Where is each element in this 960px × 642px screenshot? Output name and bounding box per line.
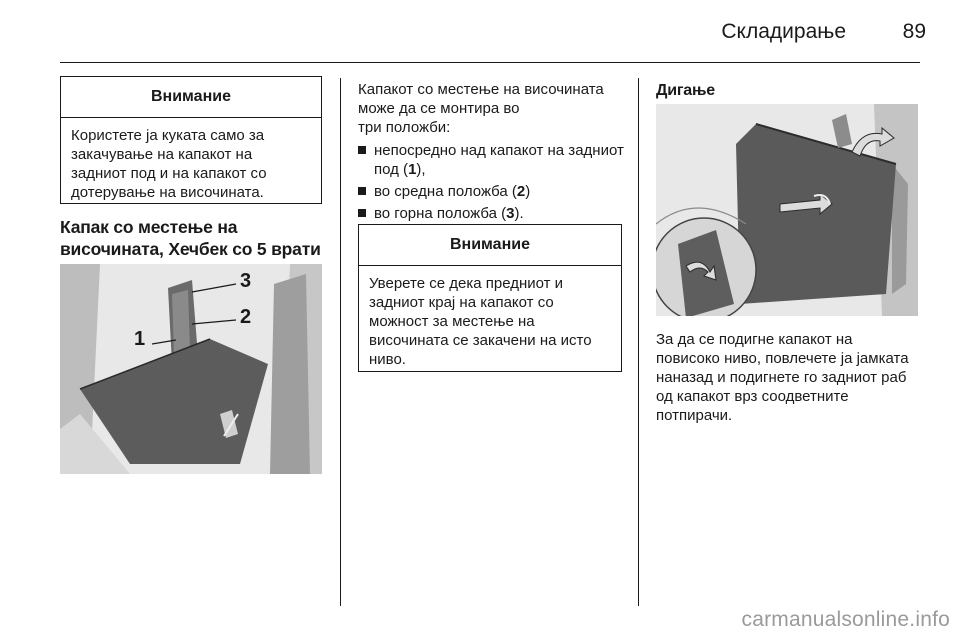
section-heading-line-1: Капак со местење на [60,217,238,237]
bullet-square-icon [358,187,366,195]
list-item-suffix: ). [514,205,524,222]
intro-line-2: може да се монтира во [358,100,520,117]
header-divider [60,62,920,63]
list-item [358,141,626,179]
list-item-text: во средна положба ( [374,183,517,200]
warning-box-2-title: Внимание [359,225,621,266]
warning-box-1-title: Внимание [61,77,321,118]
list-item-ref: 1 [408,161,417,178]
list-item [358,182,626,201]
page-header-title: Складирање [721,20,846,43]
column-divider-1 [340,78,341,606]
bullet-square-icon [358,209,366,217]
section-heading [60,216,340,260]
list-item-ref: 2 [516,183,526,200]
bullet-square-icon [358,146,366,154]
list-item-text: во горна положба ( [374,205,507,222]
warning-box-2 [358,224,622,372]
callout-2: 2 [240,306,252,328]
list-item-suffix: ), [416,161,426,178]
list-item-text: непосредно над капакот на задниот под ( [374,142,624,178]
column-divider-2 [638,78,639,606]
callout-3: 3 [240,270,252,292]
list-item-suffix: ) [525,183,531,200]
list-item-ref: 3 [506,205,515,222]
intro-line-1: Капакот со местење на височината [358,81,604,98]
page-number: 89 [902,20,926,43]
adjustment-positions-text [358,80,626,226]
warning-box-1-body: Користете ја куката само за закачување на капакот на задниот под и на капакот со дотерување на височината. [71,127,267,201]
callout-1: 1 [134,328,146,350]
warning-box-1 [60,76,322,204]
warning-box-2-body: Уверете се дека предниот и задниот крај на капакот со можност за местење на височината се закачени на исто ниво. [369,275,592,368]
raising-instructions: За да се подигне капакот на повисоко ниво, повлечете ја јамката наназад и подигнете го задниот раб од капакот врз соодветните потпирачи. [656,331,909,424]
raising-cover-illustration [656,104,918,316]
intro-line-3: три положби: [358,119,451,136]
list-item [358,204,626,223]
section-heading-line-2: височината, Хечбек со 5 врати [60,239,321,259]
load-cover-figure [60,264,322,474]
load-cover-illustration [60,264,322,474]
watermark-text: carmanualsonline.info [741,608,950,631]
raising-cover-figure [656,104,918,316]
raising-heading: Дигање [656,82,715,99]
positions-list [358,141,626,223]
